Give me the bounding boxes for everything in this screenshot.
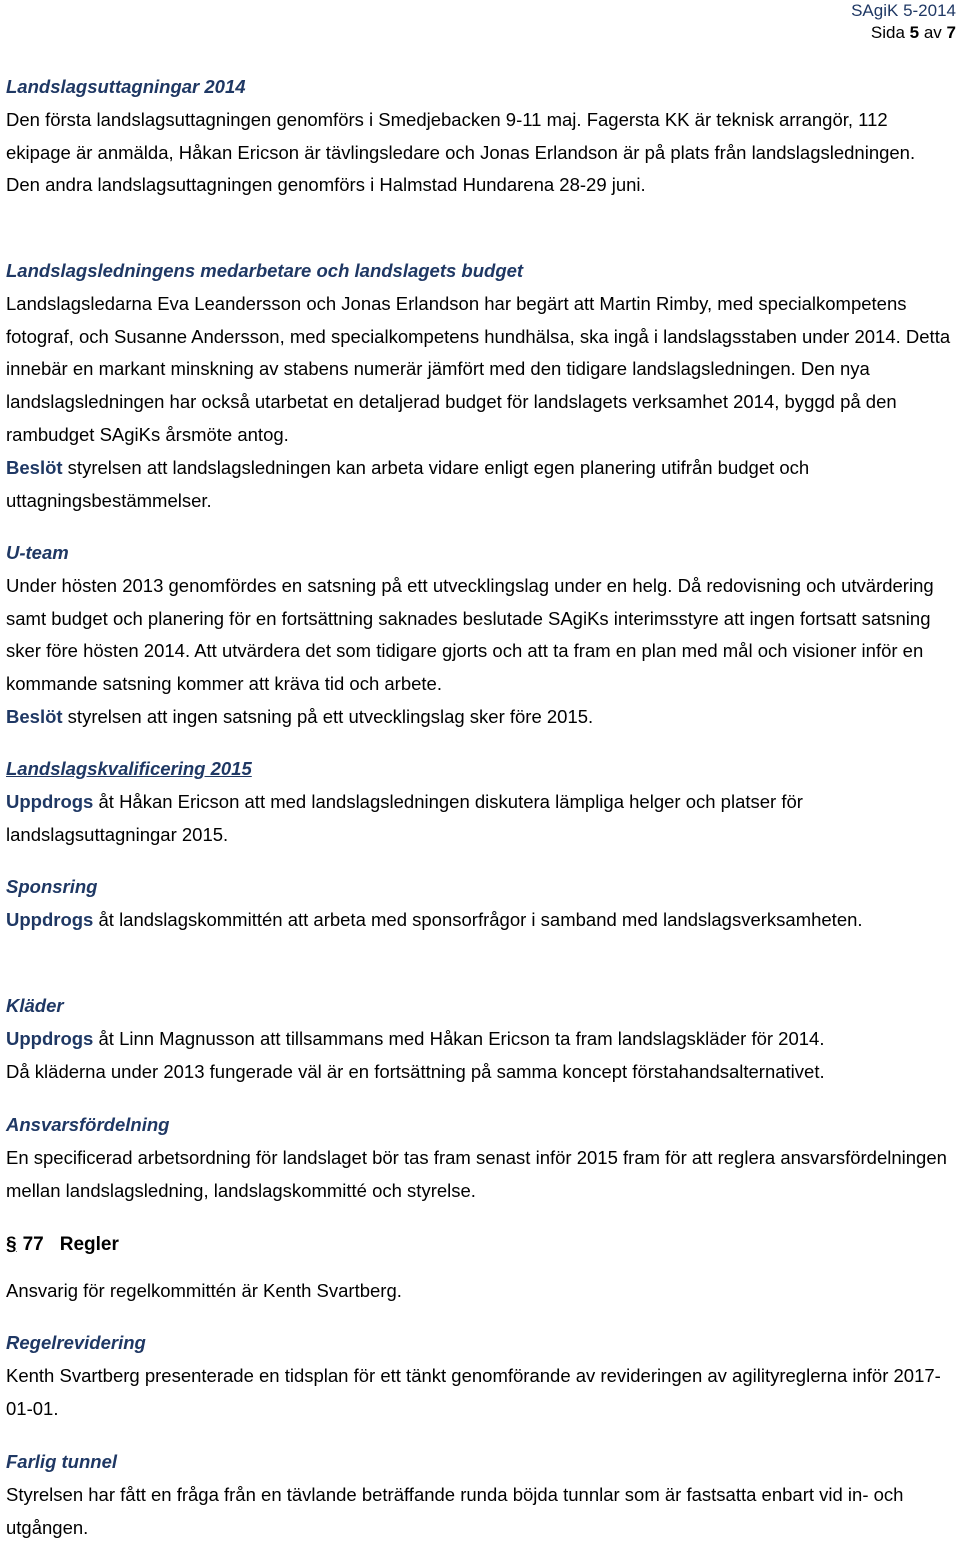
task-paragraph: Uppdrogs åt Linn Magnusson att tillsammans med Håkan Ericson ta fram landslagskläder för 2014. bbox=[6, 1027, 825, 1049]
page-number: Sida 5 av 7 bbox=[870, 23, 956, 42]
section-heading: Farlig tunnel bbox=[6, 1451, 117, 1472]
document-code: SAgiK 5-2014 bbox=[851, 1, 956, 20]
section-regelrevidering bbox=[6, 1327, 956, 1425]
decision-label: Beslöt bbox=[6, 705, 63, 727]
task-paragraph: Uppdrogs åt landslagskommittén att arbeta med sponsorfrågor i samband med landslagsverksamheten. bbox=[6, 908, 863, 930]
paragraph: Under hösten 2013 genomfördes en satsning på ett utvecklingslag under en helg. Då redovisning och utvärdering samt budget och planering för en fortsättning saknades beslutade SAgiKs interimsstyre att ingen fortsatt satsning sker före hösten 2014. Att utvärdera det som tidigare gjorts och att ta fram en plan med mål och visioner inför en kommande satsning kommer att kräva tid och arbete. bbox=[6, 574, 934, 695]
section-sponsring bbox=[6, 871, 956, 937]
paragraph: Ansvarig för regelkommittén är Kenth Svartberg. bbox=[6, 1280, 402, 1301]
task-label: Uppdrogs bbox=[6, 908, 94, 930]
paragraph: Den första landslagsuttagningen genomförs i Smedjebacken 9-11 maj. Fagersta KK är teknisk arrangör, 112 ekipage är anmälda, Håkan Ericson är tävlingsledare och Jonas Erlandson är på plats från landslagsledningen. bbox=[6, 108, 916, 163]
section-heading: Regelrevidering bbox=[6, 1332, 146, 1353]
section-77-regler bbox=[6, 1229, 119, 1261]
section-heading: Landslagskvalificering 2015 bbox=[6, 758, 252, 779]
paragraph: Då kläderna under 2013 fungerade väl är en fortsättning på samma koncept förstahandsalternativet. bbox=[6, 1060, 825, 1082]
section-medarbetare-budget bbox=[6, 255, 956, 517]
section-heading: Sponsring bbox=[6, 876, 98, 897]
section-heading: Landslagsledningens medarbetare och landslagets budget bbox=[6, 260, 524, 281]
decision-paragraph: Beslöt styrelsen att landslagsledningen kan arbeta vidare enligt egen planering utifrån budget och uttagningsbestämmelser. bbox=[6, 456, 810, 511]
section-title: Regler bbox=[59, 1234, 119, 1255]
section-heading: U-team bbox=[6, 542, 69, 563]
section-number: 77 bbox=[22, 1234, 44, 1255]
paragraph: Styrelsen har fått en fråga från en tävlande beträffande runda böjda tunnlar som är fastsatta enbart vid in- och utgången. bbox=[6, 1483, 904, 1538]
section-symbol: § bbox=[6, 1234, 17, 1255]
decision-paragraph: Beslöt styrelsen att ingen satsning på ett utvecklingslag sker före 2015. bbox=[6, 705, 594, 727]
paragraph: Landslagsledarna Eva Leandersson och Jonas Erlandson har begärt att Martin Rimby, med specialkompetens fotograf, och Susanne Andersson, med specialkompetens hundhälsa, ska ingå i landslagsstaben under 2014. Detta innebär en markant minskning av stabens numerär jämfört med den tidigare landslagsledningen. Den nya landslagsledningen har också utarbetat en detaljerad budget för landslagets verksamhet 2014, byggd på den rambudget SAgiKs årsmöte antog. bbox=[6, 292, 951, 445]
section-heading: Landslagsuttagningar 2014 bbox=[6, 76, 246, 97]
regler-responsible bbox=[6, 1275, 956, 1308]
section-ansvarsfordelning bbox=[6, 1109, 956, 1207]
paragraph: Den andra landslagsuttagningen genomförs i Halmstad Hundarena 28-29 juni. bbox=[6, 174, 646, 196]
task-label: Uppdrogs bbox=[6, 790, 94, 812]
section-landslagsuttagningar bbox=[6, 71, 956, 202]
task-label: Uppdrogs bbox=[6, 1027, 94, 1049]
task-paragraph: Uppdrogs åt Håkan Ericson att med landslagsledningen diskutera lämpliga helger och platser för landslagsuttagningar 2015. bbox=[6, 790, 803, 845]
paragraph: Kenth Svartberg presenterade en tidsplan för ett tänkt genomförande av revideringen av agilityreglerna inför 2017-01-01. bbox=[6, 1364, 941, 1419]
paragraph: En specificerad arbetsordning för landslaget bör tas fram senast inför 2015 fram för att reglera ansvarsfördelningen mellan landslagsledning, landslagskommitté och styrelse. bbox=[6, 1146, 947, 1201]
section-farlig-tunnel bbox=[6, 1446, 956, 1544]
section-heading: Ansvarsfördelning bbox=[6, 1114, 170, 1135]
page-header bbox=[851, 0, 956, 44]
section-heading: Kläder bbox=[6, 995, 64, 1016]
section-landslagskvalificering bbox=[6, 753, 956, 851]
section-klader bbox=[6, 990, 956, 1088]
section-u-team bbox=[6, 537, 956, 734]
decision-label: Beslöt bbox=[6, 456, 63, 478]
